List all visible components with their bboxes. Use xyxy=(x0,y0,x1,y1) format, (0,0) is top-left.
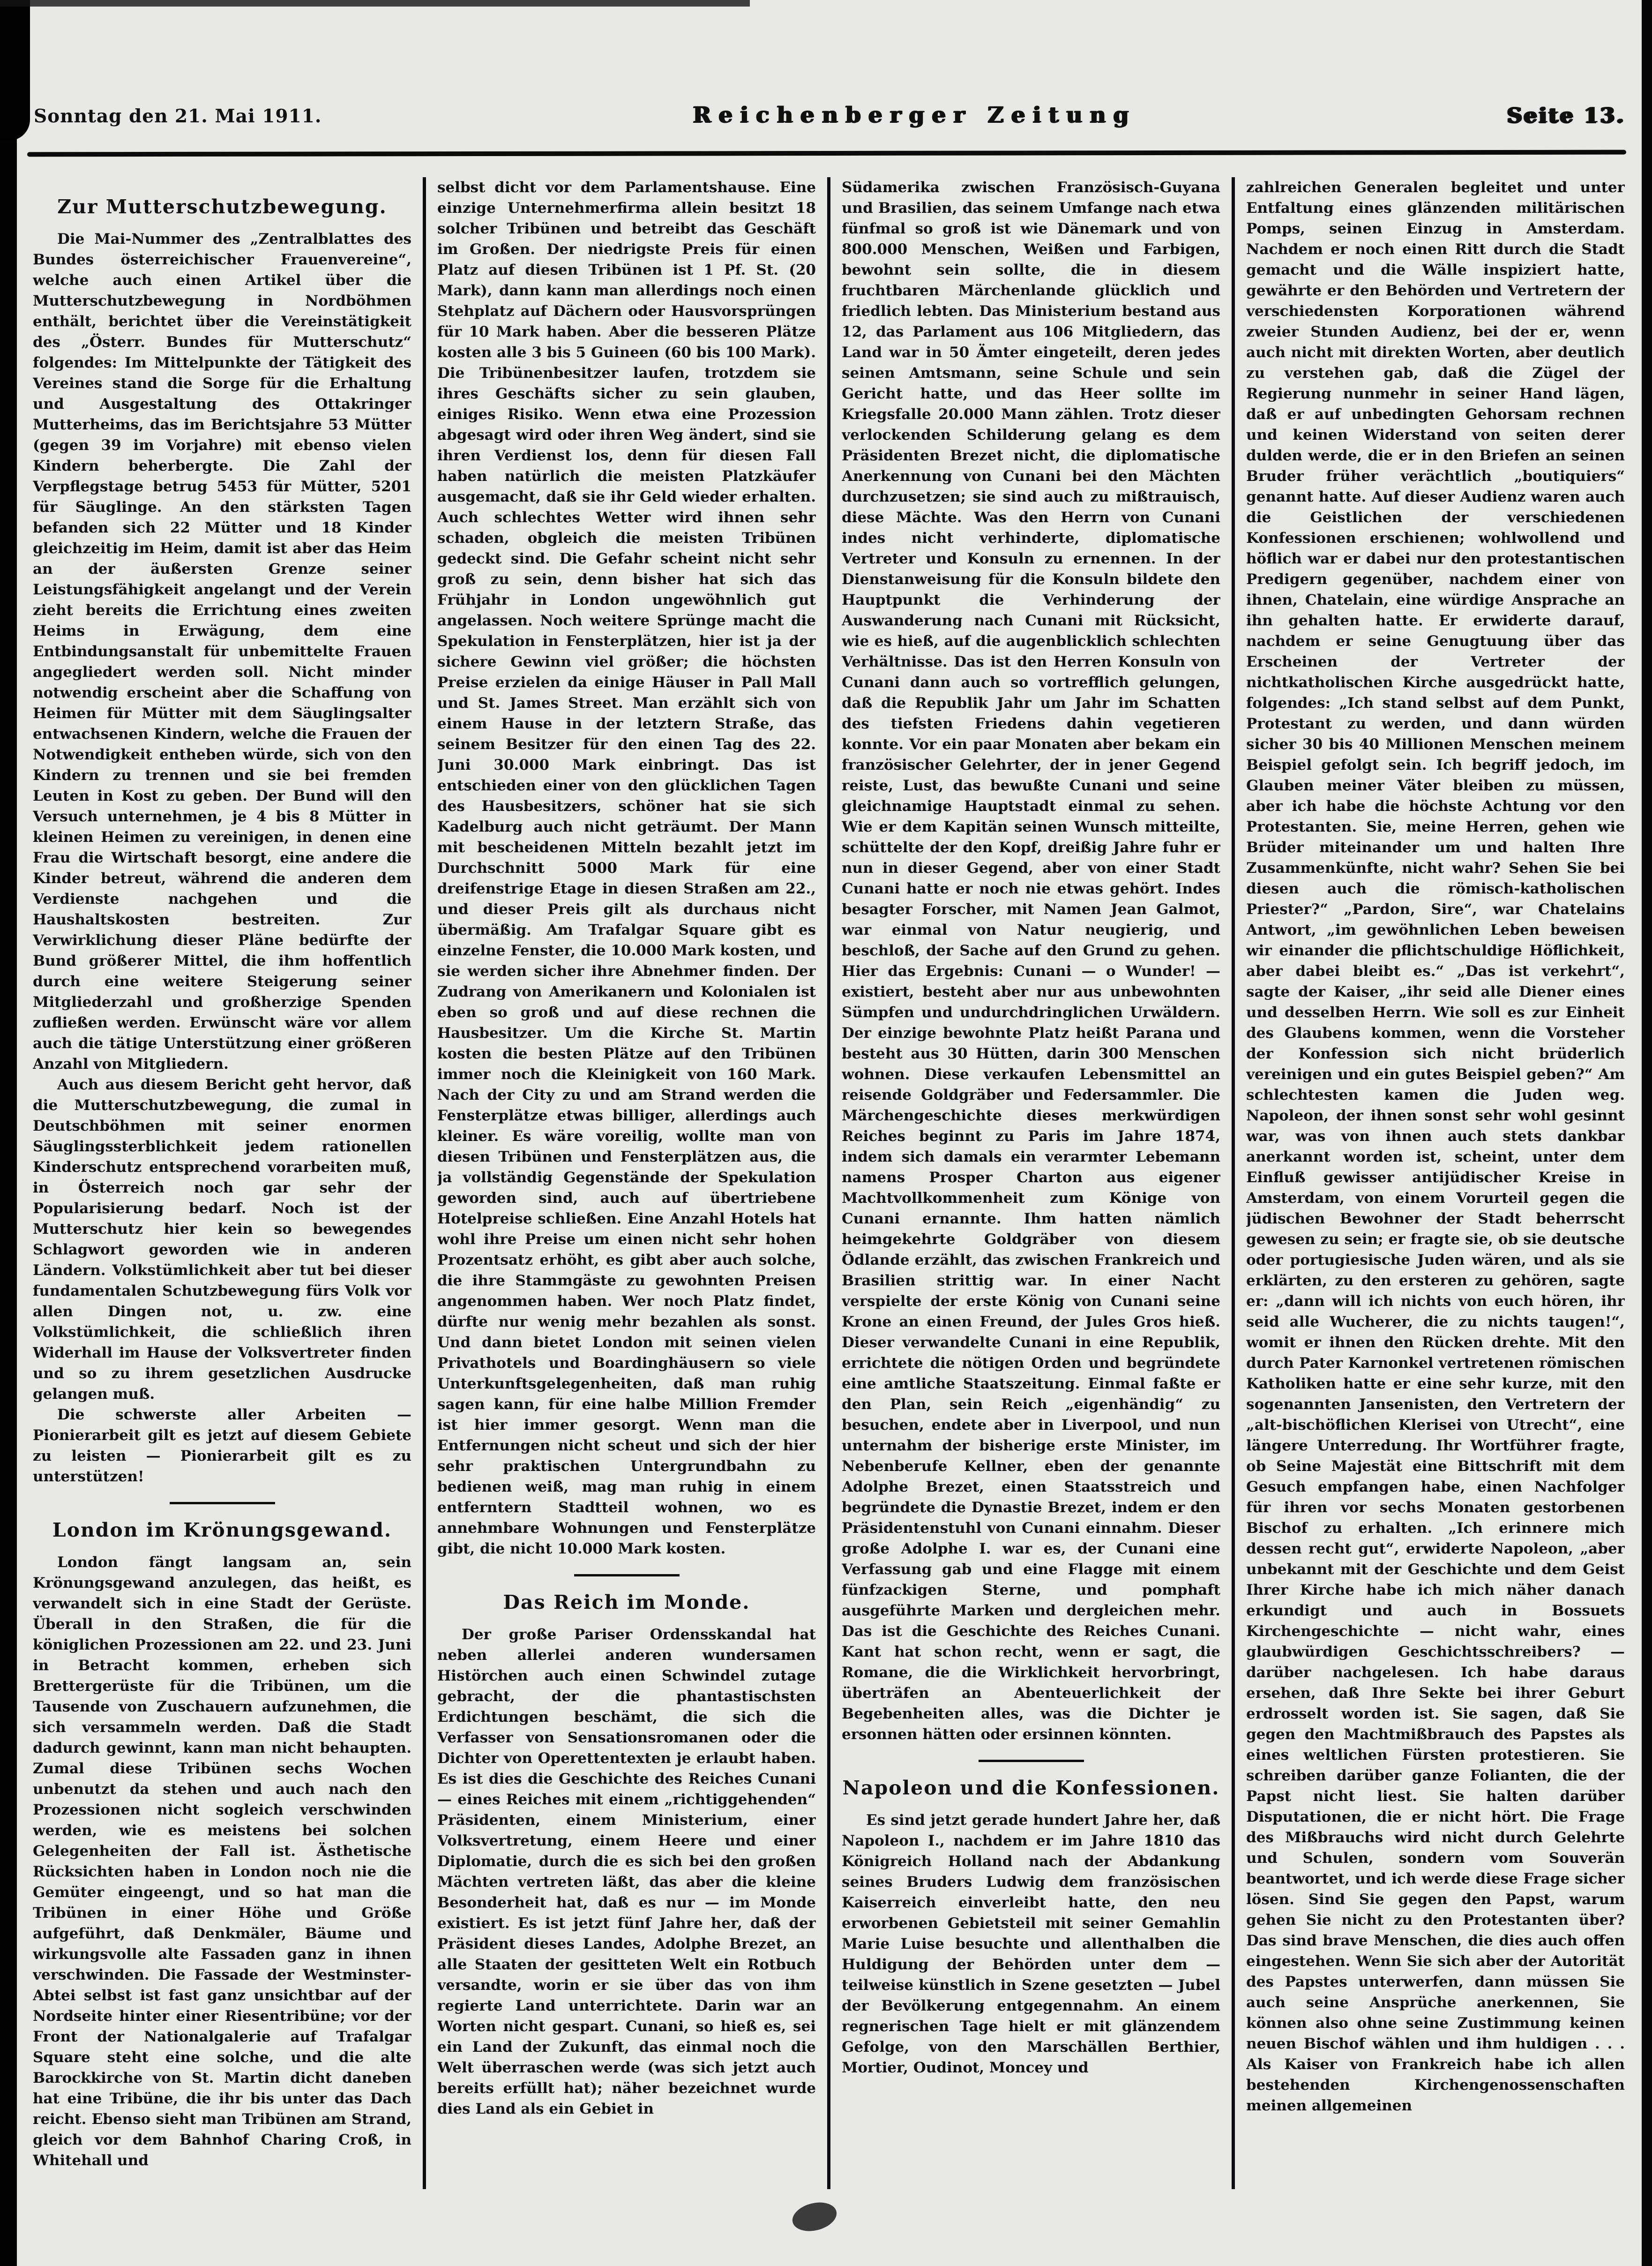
section-divider xyxy=(979,1760,1084,1762)
article-paragraph: Südamerika zwischen Französisch-Guyana und Brasilien, das seinem Umfange nach etwa fünfmal so groß ist wie Dänemark und von 800.000 Menschen, Weißen und Farbigen, bewohnt sein sollte, die in diesem fruchtbaren Märchenlande glücklich und friedlich lebten. Das Ministerium bestand aus 12, das Parlament aus 106 Mitgliedern, das Land war in 50 Ämter eingeteilt, deren jedes seinen Amtsmann, seine Schule und sein Gericht hatte, und das Heer sollte im Kriegsfalle 20.000 Mann zählen. Trotz dieser verlockenden Schilderung gelang es dem Präsidenten Brezet nicht, die diplomatische Anerkennung von Cunani bei den Mächten durchzusetzen; sie sind auch zu mißtrauisch, diese Mächte. Was den Herrn von Cunani indes nicht verhinderte, diplomatische Vertreter und Konsuln zu ernennen. In der Dienstanweisung für die Konsuln bildete den Hauptpunkt die Verhinderung der Auswanderung nach Cunani mit Rücksicht, wie es hieß, auf die augenblicklich schlechten Verhältnisse. Das ist den Herren Konsuln von Cunani dann auch so vortrefflich gelungen, daß die Republik Jahr um Jahr im Schatten des tiefsten Friedens dahin vegetieren konnte. Vor ein paar Monaten aber bekam ein französischer Gelehrter, der in jener Gegend reiste, Lust, das bewußte Cunani und seine gleichnamige Hauptstadt einmal zu sehen. Wie er dem Kapitän seinen Wunsch mitteilte, schüttelte der den Kopf, dreißig Jahre fuhr er nun in dieser Gegend, aber von einer Stadt Cunani hatte er noch nie etwas gehört. Indes besagter Forscher, mit Namen Jean Galmot, war einmal von Natur neugierig, und beschloß, der Sache auf den Grund zu gehen. Hier das Ergebnis: Cunani — o Wunder! — existiert, besteht aber nur aus unbewohnten Sümpfen und undurchdringlichen Urwäldern. Der einzige bewohnte Platz heißt Parana und besteht aus 30 Hütten, darin 300 Menschen wohnen. Diese verkaufen Lebensmittel an reisende Goldgräber und Federsammler. Die Märchengeschichte dieses merkwürdigen Reiches beginnt zu Paris im Jahre 1874, indem sich damals ein verarmter Lebemann namens Prosper Charton aus eigener Machtvollkommenheit zum Könige von Cunani ernannte. Ihm hatten nämlich heimgekehrte Goldgräber von diesem Ödlande erzählt, das zwischen Frankreich und Brasilien strittig war. In einer Nacht verspielte der erste König von Cunani seine Krone an einen Freund, der Jules Gros hieß. Dieser verwandelte Cunani in eine Republik, errichtete die nötigen Orden und begründete eine amtliche Staatszeitung. Einmal faßte er den Plan, sein Reich „eigenhändig“ zu besuchen, endete aber in Liverpool, und nun unternahm der bisherige erste Minister, im Nebenberufe Kellner, eben der genannte Adolphe Brezet, einen Staatsstreich und begründete die Dynastie Brezet, indem er den Präsidentenstuhl von Cunani einnahm. Dieser große Adolphe I. war es, der Cunani eine Verfassung gab und eine Flagge mit einem fünfzackigen Sterne, und pomphaft ausgeführte Marken und dergleichen mehr. Das ist die Geschichte des Reiches Cunani. Kant hat schon recht, wenn er sagt, die Romane, die die Wirklichkeit hervorbringt, überträfen an Abenteuerlichkeit der Begebenheiten alles, was die Dichter je ersonnen hätten oder ersinnen könnten. xyxy=(842,179,1220,1743)
article-paragraph: Die schwerste aller Arbeiten — Pionierarbeit gilt es jetzt auf diesem Gebiete zu leisten — Pionierarbeit gilt es zu unterstützen! xyxy=(33,1406,411,1485)
column-rule xyxy=(1232,177,1235,2189)
article-paragraph: zahlreichen Generalen begleitet und unter Entfaltung eines glänzenden militärischen Pomps, seinen Einzug in Amsterdam. Nachdem er noch einen Ritt durch die Stadt gemacht und die Wälle inspiziert hatte, gewährte er den Behörden und Vertretern der verschiedensten Korporationen während zweier Stunden Audienz, bei der er, wenn auch nicht mit direkten Worten, aber deutlich zu verstehen gab, daß die Zügel der Regierung nunmehr in seiner Hand lägen, daß er auf unbedingten Gehorsam rechnen und keinen Widerstand von seiten derer dulden werde, die er in den Briefen an seinen Bruder früher verächtlich „boutiquiers“ genannt hatte. Auf dieser Audienz waren auch die Geistlichen der verschiedenen Konfessionen erschienen; wohlwollend und höflich war er dabei nur den protestantischen Predigern gegenüber, nachdem einer von ihnen, Chatelain, eine würdige Ansprache an ihn gehalten hatte. Er erwiderte darauf, nachdem er seine Genugtuung über das Erscheinen der Vertreter der nichtkatholischen Kirche ausgedrückt hatte, folgendes: „Ich stand selbst auf dem Punkt, Protestant zu werden, und dann würden sicher 30 bis 40 Millionen Menschen meinem Beispiel gefolgt sein. Ich begriff jedoch, im Glauben meiner Väter bleiben zu müssen, aber ich habe die höchste Achtung vor den Protestanten. Sie, meine Herren, gehen wie Brüder miteinander um und halten Ihre Zusammenkünfte, nicht wahr? Sehen Sie bei diesen auch die römisch-katholischen Priester?“ „Pardon, Sire“, war Chatelains Antwort, „im gewöhnlichen Leben beweisen wir einander die pflichtschuldige Höflichkeit, aber dabei bleibt es.“ „Das ist verkehrt“, sagte der Kaiser, „ihr seid alle Diener eines und desselben Herrn. Wie soll es zur Einheit des Glaubens kommen, wenn die Vorsteher der Konfession sich nicht brüderlich vereinigen und ein gutes Beispiel geben?“ Am schlechtesten kamen die Juden weg. Napoleon, der ihnen sonst sehr wohl gesinnt war, was von ihnen auch stets dankbar anerkannt worden ist, scheint, unter dem Einfluß gewisser antijüdischer Kreise in Amsterdam, von einem Vorurteil gegen die jüdischen Bewohner der Stadt beherrscht gewesen zu sein; er fragte sie, ob sie deutsche oder portugiesische Juden wären, und als sie erklärten, zu den ersteren zu gehören, sagte er: „dann will ich nichts von euch hören, ihr seid alle Wucherer, die zu nichts taugen!“, womit er ihnen den Rücken drehte. Mit den durch Pater Karnonkel vertretenen römischen Katholiken hatte er eine sehr kurze, mit den sogenannten Jansenisten, den Vertretern der „alt-bischöflichen Klerisei von Utrecht“, eine längere Unterredung. Ihr Wortführer fragte, ob Seine Majestät eine Bittschrift mit dem Gesuch empfangen habe, einen Nachfolger für ihren vor sechs Monaten gestorbenen Bischof zu erhalten. „Ich erinnere mich dessen recht gut“, erwiderte Napoleon, „aber unbekannt mit der Geschichte und dem Geist Ihrer Kirche habe ich mich näher danach erkundigt und auch in Bossuets Kirchengeschichte — nicht wahr, eines glaubwürdigen Geschichtsschreibers? — darüber nachgelesen. Ich habe daraus ersehen, daß Ihre Sekte bei ihrer Geburt erdrosselt worden ist. Sie sagen, daß Sie gegen den Machtmißbrauch des Papstes als eines weltlichen Fürsten protestieren. Sie schreiben darüber ganze Folianten, die der Papst nicht liest. Sie halten darüber Disputationen, die er nicht hört. Die Frage des Mißbrauchs wird nicht durch Gelehrte und Schulen, sondern vom Souverän beantwortet, und ich werde diese Frage sicher lösen. Sind Sie gegen den Papst, warum gehen Sie nicht zu den Protestanten über? Das sind brave Menschen, die dies auch offen eingestehen. Wenn Sie sich aber der Autorität des Papstes unterwerfen, dann müssen Sie auch seine Ansprüche anerkennen, Sie können also ohne seine Zustimmung keinen neuen Bischof wählen und ihm huldigen . . . Als Kaiser von Frankreich habe ich allen bestehenden Kirchengenossenschaften meinen allgemeinen xyxy=(1246,179,1625,2114)
page-header xyxy=(34,102,1625,128)
issue-date: Sonntag den 21. Mai 1911. xyxy=(34,105,322,127)
section-divider xyxy=(170,1502,275,1504)
scan-edge-left xyxy=(0,0,17,2266)
section-divider xyxy=(574,1574,680,1576)
article-heading: Napoleon und die Konfessionen. xyxy=(842,1777,1220,1799)
article-paragraph: Die Mai-Nummer des „Zentralblattes des Bundes österreichischer Frauenvereine“, welche auch einen Artikel über die Mutterschutzbewegung in Nordböhmen enthält, berichtet über die Vereinstätigkeit des „Österr. Bundes für Mutterschutz“ folgendes: Im Mittelpunkte der Tätigkeit des Vereines stand die Sorge für die Erhaltung und Ausgestaltung des Ottakringer Mutterheims, das im Berichtsjahre 53 Mütter (gegen 39 im Vorjahre) mit ebenso vielen Kindern beherbergte. Die Zahl der Verpflegstage betrug 5453 für Mütter, 5201 für Säuglinge. An den stärksten Tagen befanden sich 22 Mütter und 18 Kinder gleichzeitig im Heim, damit ist aber das Heim an der äußersten Grenze seiner Leistungsfähigkeit angelangt und der Verein zieht bereits die Errichtung eines zweiten Heims in Erwägung, dem eine Entbindungsanstalt für unbemittelte Frauen angegliedert werden soll. Nicht minder notwendig erscheint aber die Schaffung von Heimen für Mütter mit dem Säuglingsalter entwachsenen Kindern, welche die Frauen der Notwendigkeit entheben würde, sich von den Kindern zu trennen und sie bei fremden Leuten in Kost zu geben. Der Bund will den Versuch unternehmen, je 4 bis 8 Mütter in kleinen Heimen zu vereinigen, in denen eine Frau die Wirtschaft besorgt, eine andere die Kinder betreut, während die anderen dem Verdienste nachgehen und die Haushaltskosten bestreiten. Zur Verwirklichung dieser Pläne bedürfte der Bund größerer Mittel, die ihm hoffentlich durch eine weitere Steigerung seiner Mitgliederzahl und großherzige Spenden zufließen werden. Erwünscht wäre vor allem auch die tätige Unterstützung einer größeren Anzahl von Mitgliedern. xyxy=(33,231,411,1073)
article-heading: London im Krönungsgewand. xyxy=(52,1519,392,1541)
column-container xyxy=(33,177,1627,2189)
article-heading: Zur Mutterschutzbewegung. xyxy=(57,195,387,218)
newspaper-masthead: Reichenberger Zeitung xyxy=(692,102,1136,128)
article-paragraph: Es sind jetzt gerade hundert Jahre her, daß Napoleon I., nachdem er im Jahre 1810 das Königreich Holland nach der Abdankung seines Bruders Ludwig dem französischen Kaiserreich einverleibt hatte, den neu erworbenen Gebietsteil mit seiner Gemahlin Marie Luise besuchte und allenthalben die Huldigung der Behörden unter dem — teilweise künstlich in Szene gesetzten — Jubel der Bevölkerung entgegennahm. An einem regnerischen Tage hielt er mit glänzendem Gefolge, von den Marschällen Berthier, Mortier, Oudinot, Moncey und xyxy=(842,1812,1220,2076)
article-paragraph: Der große Pariser Ordensskandal hat neben allerlei anderen wundersamen Histörchen auch einen Schwindel zutage gebracht, der die phantastischsten Erdichtungen beschämt, die sich die Verfasser von Sensationsromanen oder die Dichter von Operettentexten je erlaubt haben. Es ist dies die Geschichte des Reiches Cunani — eines Reiches mit einem „richtiggehenden“ Präsidenten, einem Ministerium, einer Volksvertretung, einem Heere und einer Diplomatie, durch die es sich bei den großen Mächten vertreten läßt, das aber die kleine Besonderheit hat, daß es nur — im Monde existiert. Es ist jetzt fünf Jahre her, daß der Präsident dieses Landes, Adolphe Brezet, an alle Staaten der gesitteten Welt ein Rotbuch versandte, worin er sie über das von ihm regierte Land unterrichtete. Darin war an Worten nicht gespart. Cunani, so hieß es, sei ein Land der Zukunft, das einmal noch die Welt überraschen werde (was sich jetzt auch bereits erfüllt hat); näher bezeichnet wurde dies Land als ein Gebiet in xyxy=(437,1626,816,2117)
article-paragraph: Auch aus diesem Bericht geht hervor, daß die Mutterschutzbewegung, die zumal in Deutschböhmen mit seiner enormen Säuglingssterblichkeit jedem rationellen Kinderschutz entsprechend vorarbeiten muß, in Österreich noch gar sehr der Popularisierung bedarf. Noch ist der Mutterschutz hier kein so bewegendes Schlagwort geworden wie in anderen Ländern. Volkstümlichkeit aber tut bei dieser fundamentalen Schutzbewegung fürs Volk vor allen Dingen not, u. zw. eine Volkstümlichkeit, die schließlich ihren Widerhall im Hause der Volksvertreter finden und so zu ihrem gesetzlichen Ausdrucke gelangen muß. xyxy=(33,1076,411,1403)
newspaper-column-4 xyxy=(1246,177,1625,2189)
newspaper-column-1 xyxy=(33,177,411,2189)
column-rule xyxy=(423,177,426,2189)
article-paragraph: London fängt langsam an, sein Krönungsgewand anzulegen, das heißt, es verwandelt sich in eine Stadt der Gerüste. Überall in den Straßen, die für die königlichen Prozessionen am 22. und 23. Juni in Betracht kommen, erheben sich Brettergerüste für die Tribünen, um die Tausende von Zuschauern aufzunehmen, die sich versammeln werden. Daß die Stadt dadurch gewinnt, kann man nicht behaupten. Zumal diese Tribünen sechs Wochen unbenutzt da stehen und auch nach den Prozessionen nicht sogleich verschwinden werden, wie es meistens bei solchen Gelegenheiten der Fall ist. Ästhetische Rücksichten haben in London noch nie die Gemüter eingeengt, und so hat man die Tribünen in einer Höhe und Größe aufgeführt, daß Denkmäler, Bäume und wirkungsvolle alte Fassaden ganz in ihnen verschwinden. Die Fassade der Westminster-Abtei selbst ist fast ganz unsichtbar auf der Nordseite hinter einer Riesentribüne; vor der Front der Nationalgalerie auf Trafalgar Square steht eine solche, und die alte Barockkirche von St. Martin dicht daneben hat eine Tribüne, die ihr bis unter das Dach reicht. Ebenso sieht man Tribünen am Strand, gleich vor dem Bahnhof Charing Croß, in Whitehall und xyxy=(33,1554,411,2169)
scan-corner-artifact xyxy=(0,0,30,141)
article-paragraph: selbst dicht vor dem Parlamentshause. Eine einzige Unternehmerfirma allein besitzt 18 solcher Tribünen und betreibt das Geschäft im Großen. Der niedrigste Preis für einen Platz auf diesen Tribünen ist 1 Pf. St. (20 Mark), dann kann man allerdings noch einen Stehplatz auf Dächern oder Hausvorsprüngen für 10 Mark haben. Aber die besseren Plätze kosten alle 3 bis 5 Guineen (60 bis 100 Mark). Die Tribünenbesitzer laufen, trotzdem sie ihres Geschäfts sicher zu sein glauben, einiges Risiko. Wenn etwa eine Prozession abgesagt wird oder ihren Weg ändert, sind sie ihren Verdienst los, denn für diesen Fall haben natürlich die meisten Platzkäufer ausgemacht, daß sie ihr Geld wieder erhalten. Auch schlechtes Wetter wird ihnen sehr schaden, obgleich die meisten Tribünen gedeckt sind. Die Gefahr scheint nicht sehr groß zu sein, denn bisher hat sich das Frühjahr in London ungewöhnlich gut angelassen. Noch weitere Sprünge macht die Spekulation in Fensterplätzen, hier ist ja der sichere Gewinn viel größer; die höchsten Preise erzielen da einige Häuser in Pall Mall und St. James Street. Man erzählt sich von einem Hause in der letztern Straße, das seinem Besitzer für den einen Tag des 22. Juni 30.000 Mark einbringt. Das ist entschieden einer von den glücklichen Tagen des Hausbesitzers, schöner hat sie sich Kadelburg auch nicht geträumt. Der Mann mit bescheidenen Mitteln bezahlt jetzt im Durchschnitt 5000 Mark für eine dreifenstrige Etage in diesen Straßen am 22., und dieser Preis gilt als durchaus nicht übermäßig. Am Trafalgar Square gibt es einzelne Fenster, die 10.000 Mark kosten, und sie werden sicher ihre Abnehmer finden. Der Zudrang von Amerikanern und Kolonialen ist eben so groß und auf diese rechnen die Hausbesitzer. Um die Kirche St. Martin kosten die besten Plätze auf den Tribünen immer noch die Kleinigkeit von 160 Mark. Nach der City zu und am Strand werden die Fensterplätze etwas billiger, allerdings auch kleiner. Es wäre voreilig, wollte man von diesen Tribünen und Fensterplätzen aus, die ja vollständig Gegenstände der Spekulation geworden sind, auch auf übertriebene Hotelpreise schließen. Eine Anzahl Hotels hat wohl ihre Preise um einen nicht sehr hohen Prozentsatz erhöht, es gibt aber auch solche, die ihre Stammgäste zu gewohnten Preisen angenommen haben. Wer noch Platz findet, dürfte nur wenig mehr bezahlen als sonst. Und dann bietet London mit seinen vielen Privathotels und Boardinghäusern so viele Unterkunftsgelegenheiten, daß man ruhig sagen kann, für eine halbe Million Fremder ist hier immer gesorgt. Wenn man die Entfernungen nicht scheut und sich der hier sehr praktischen Untergrundbahn zu bedienen weiß, mag man ruhig in einem entferntern Stadtteil wohnen, wo es annehmbare Wohnungen und Fensterplätze gibt, die nicht 10.000 Mark kosten. xyxy=(437,179,816,1557)
article-heading: Das Reich im Monde. xyxy=(503,1591,750,1613)
scan-top-streak xyxy=(0,0,750,7)
scan-edge-right xyxy=(1642,0,1652,2266)
newspaper-column-2 xyxy=(437,177,816,2189)
newspaper-column-3 xyxy=(842,177,1220,2189)
header-rule xyxy=(27,150,1626,157)
page-number-label: Seite 13. xyxy=(1507,104,1625,128)
ink-smudge xyxy=(789,2198,839,2236)
column-rule xyxy=(827,177,830,2189)
